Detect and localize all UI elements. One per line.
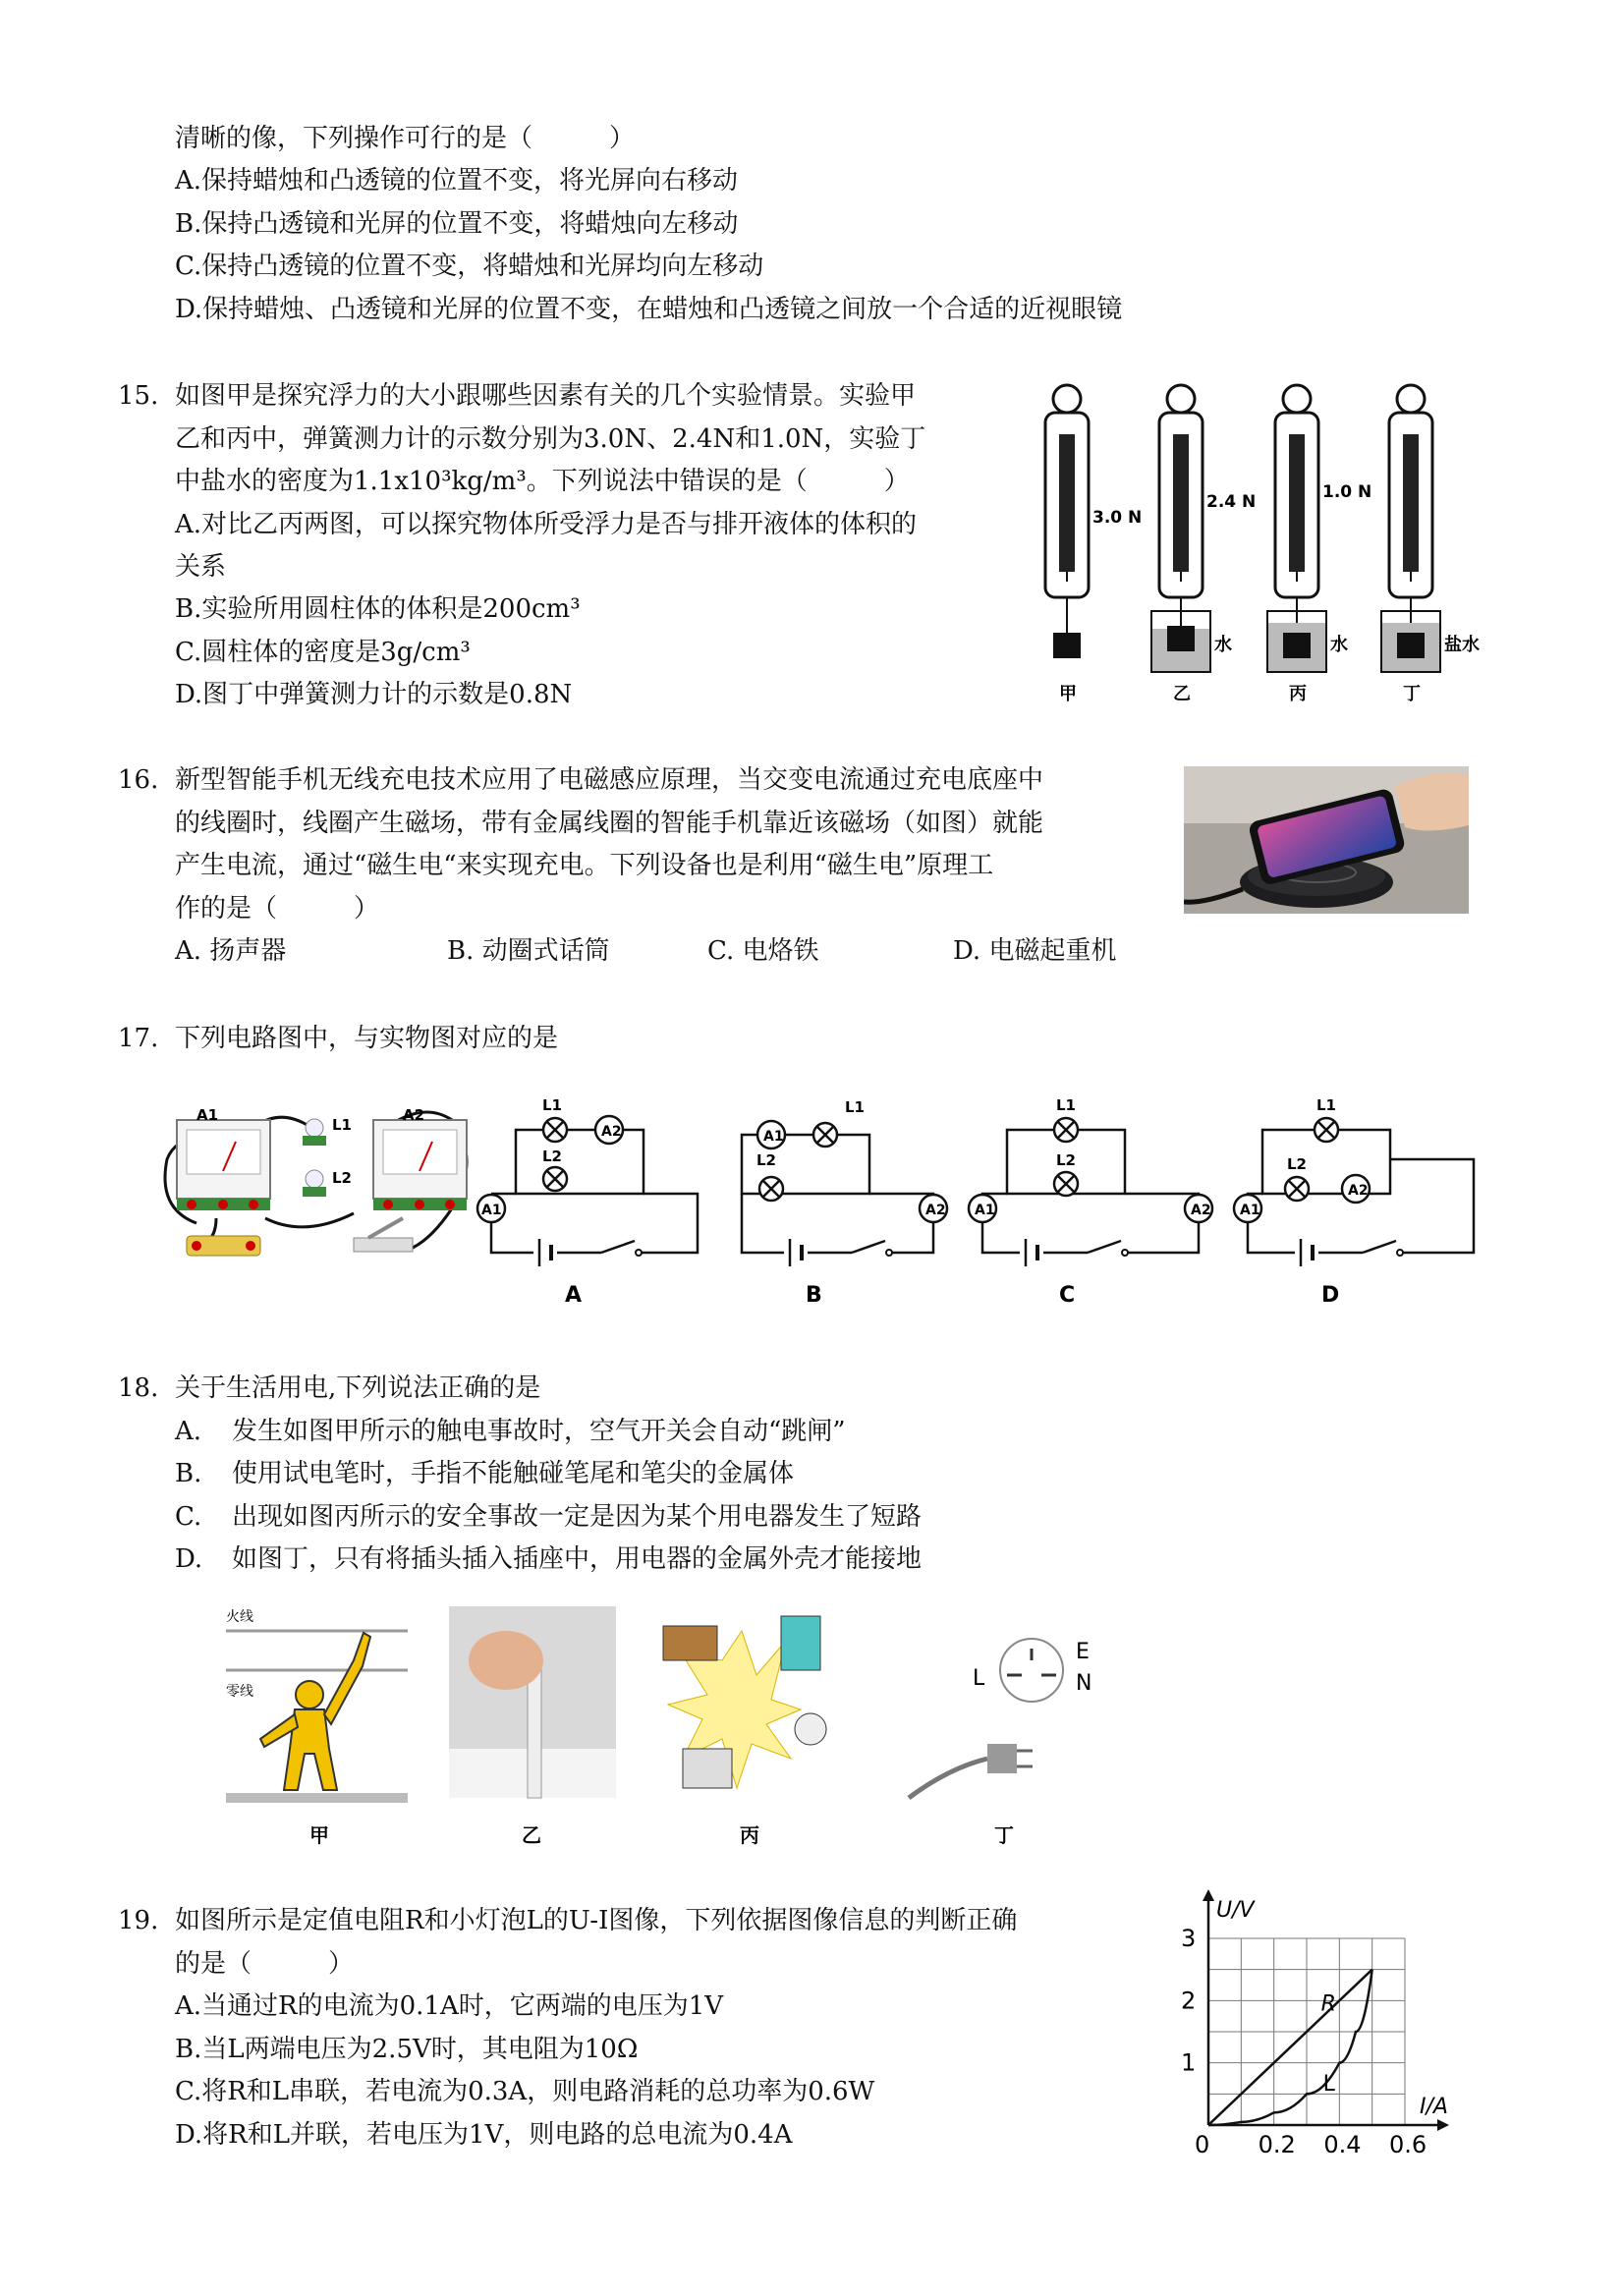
- q17-number: 17.: [118, 1024, 159, 1053]
- label-jia: 甲: [309, 1823, 329, 1847]
- socket-n: N: [1076, 1671, 1092, 1696]
- series-line-R: [1208, 1970, 1372, 2125]
- q19-number: 19.: [118, 1906, 159, 1935]
- svg-text:A1: A1: [763, 1129, 784, 1145]
- q19-option-a: A.当通过R的电流为0.1A时，它两端的电压为1V: [175, 1991, 724, 2021]
- q15-option-a: A.对比乙丙两图，可以探究物体所受浮力是否与排开液体的体积的: [175, 510, 918, 539]
- neutral-wire-label: 零线: [226, 1684, 253, 1700]
- q14-option-c: C.保持凸透镜的位置不变，将蜡烛和光屏均向左移动: [175, 252, 764, 281]
- svg-text:L2: L2: [542, 1148, 562, 1165]
- socket-l: L: [973, 1666, 985, 1691]
- q16-option-c: C. 电烙铁: [707, 936, 819, 966]
- electric-safety-figures: [221, 1601, 1105, 1847]
- q15-option-a-cont: 关系: [175, 552, 227, 582]
- q16-stem-line-2: 的线圈时，线圈产生磁场，带有金属线圈的智能手机靠近该磁场（如图）就能: [175, 809, 1044, 838]
- wireless-charging-photo: [1184, 766, 1469, 914]
- q14-option-a: A.保持蜡烛和凸透镜的位置不变，将光屏向右移动: [175, 166, 739, 196]
- y-tick-label: 2: [1181, 1987, 1197, 2015]
- label-ding: 丁: [994, 1823, 1014, 1847]
- q15-number: 15.: [118, 381, 159, 411]
- svg-text:A2: A2: [925, 1203, 946, 1218]
- ui-graph: [1169, 1872, 1483, 2166]
- svg-text:A1: A1: [1240, 1203, 1260, 1218]
- q19-stem-line-1: 如图所示是定值电阻R和小灯泡L的U-I图像，下列依据图像信息的判断正确: [175, 1906, 1018, 1935]
- reading-jia: 3.0 N: [1092, 508, 1143, 528]
- svg-text:L1: L1: [1056, 1096, 1076, 1114]
- q14-option-b: B.保持凸透镜和光屏的位置不变，将蜡烛向左移动: [175, 209, 739, 239]
- q14-option-d: D.保持蜡烛、凸透镜和光屏的位置不变，在蜡烛和凸透镜之间放一个合适的近视眼镜: [175, 295, 1123, 324]
- svg-text:A1: A1: [975, 1203, 995, 1218]
- a1-label: A1: [196, 1106, 219, 1124]
- x-tick-label: 0.6: [1389, 2131, 1427, 2158]
- diagram-label-a: A: [565, 1283, 583, 1307]
- q14-stem-continued: 清晰的像，下列操作可行的是（ ）: [175, 124, 636, 153]
- reading-yi: 2.4 N: [1206, 492, 1257, 512]
- svg-text:A2: A2: [601, 1124, 622, 1140]
- x-axis-arrow: [1437, 2119, 1449, 2131]
- q16-option-b: B. 动圈式话筒: [447, 936, 610, 966]
- label-ding: 丁: [1403, 684, 1421, 704]
- liquid-yi: 水: [1214, 635, 1232, 655]
- live-wire-label: 火线: [226, 1609, 253, 1625]
- q15-option-b: B.实验所用圆柱体的体积是200cm³: [175, 594, 581, 624]
- q15-stem-line-2: 乙和丙中，弹簧测力计的示数分别为3.0N、2.4N和1.0N，实验丁: [175, 424, 926, 454]
- l1-label: L1: [332, 1116, 352, 1134]
- svg-text:A2: A2: [1191, 1203, 1211, 1218]
- y-tick-label: 1: [1181, 2048, 1197, 2077]
- q19-option-d: D.将R和L并联，若电压为1V，则电路的总电流为0.4A: [175, 2120, 793, 2150]
- x-tick-label: 0: [1195, 2131, 1210, 2158]
- label-yi: 乙: [1173, 684, 1191, 704]
- q16-number: 16.: [118, 765, 159, 795]
- svg-text:A2: A2: [1348, 1183, 1369, 1199]
- y-axis-label: U/V: [1216, 1898, 1255, 1923]
- q18-option-d: 如图丁，只有将插头插入插座中，用电器的金属外壳才能接地: [232, 1544, 923, 1574]
- label-bing: 丙: [740, 1823, 759, 1847]
- diagram-label-b: B: [806, 1283, 822, 1307]
- svg-text:L1: L1: [1316, 1096, 1336, 1114]
- spring-balance-figure: [1032, 375, 1493, 709]
- label-bing: 丙: [1289, 684, 1307, 704]
- circuit-diagram-a: [491, 1130, 698, 1253]
- reading-bing: 1.0 N: [1322, 482, 1372, 502]
- q15-option-d: D.图丁中弹簧测力计的示数是0.8N: [175, 680, 573, 709]
- q15-stem-line-3: 中盐水的密度为1.1x10³kg/m³。下列说法中错误的是（ ）: [175, 467, 910, 496]
- l2-label: L2: [332, 1169, 352, 1187]
- y-axis-arrow: [1203, 1889, 1214, 1901]
- q16-stem-line-3: 产生电流，通过“磁生电“来实现充电。下列设备也是利用“磁生电”原理工: [175, 851, 994, 880]
- q16-stem-line-1: 新型智能手机无线充电技术应用了电磁感应原理，当交变电流通过充电底座中: [175, 765, 1044, 795]
- q19-option-c: C.将R和L串联，若电流为0.3A，则电路消耗的总功率为0.6W: [175, 2077, 875, 2106]
- q18-option-a: 发生如图甲所示的触电事故时，空气开关会自动“跳闸”: [232, 1417, 846, 1446]
- circuit-diagram-c: [982, 1130, 1199, 1253]
- q18-number: 18.: [118, 1373, 159, 1403]
- svg-text:A1: A1: [481, 1203, 502, 1218]
- q18-option-b: 使用试电笔时，手指不能触碰笔尾和笔尖的金属体: [232, 1459, 795, 1488]
- q18-option-c: 出现如图丙所示的安全事故一定是因为某个用电器发生了短路: [232, 1502, 923, 1532]
- svg-text:L1: L1: [542, 1096, 562, 1114]
- svg-text:L2: L2: [1287, 1155, 1307, 1173]
- svg-text:L2: L2: [756, 1151, 776, 1169]
- q18-option-a-letter: A.: [175, 1417, 202, 1446]
- physical-circuit-figure: [157, 1100, 481, 1262]
- q19-option-b: B.当L两端电压为2.5V时，其电阻为10Ω: [175, 2035, 639, 2064]
- diagram-label-c: C: [1059, 1283, 1076, 1307]
- svg-text:L2: L2: [1056, 1151, 1076, 1169]
- q18-option-d-letter: D.: [175, 1544, 203, 1574]
- x-tick-label: 0.2: [1258, 2131, 1296, 2158]
- label-yi: 乙: [522, 1823, 541, 1847]
- x-tick-label: 0.4: [1323, 2131, 1362, 2158]
- q18-option-c-letter: C.: [175, 1502, 202, 1532]
- y-tick-label: 3: [1181, 1925, 1197, 1952]
- q17-stem: 下列电路图中，与实物图对应的是: [175, 1024, 559, 1053]
- q16-option-a: A. 扬声器: [175, 936, 287, 966]
- svg-text:L1: L1: [845, 1098, 865, 1116]
- x-axis-label: I/A: [1420, 2095, 1448, 2119]
- circuit-diagrams: [472, 1081, 1493, 1307]
- q19-stem-line-2: 的是（ ）: [175, 1949, 355, 1979]
- q16-stem-line-4: 作的是（ ）: [175, 894, 380, 924]
- series-label-L: L: [1322, 2072, 1335, 2098]
- liquid-ding: 盐水: [1444, 635, 1480, 655]
- socket-e: E: [1076, 1640, 1090, 1664]
- series-label-R: R: [1320, 1991, 1336, 2017]
- q15-option-c: C.圆柱体的密度是3g/cm³: [175, 638, 471, 667]
- q15-stem-line-1: 如图甲是探究浮力的大小跟哪些因素有关的几个实验情景。实验甲: [175, 381, 917, 411]
- a2-label: A2: [403, 1106, 425, 1124]
- diagram-label-d: D: [1321, 1283, 1340, 1307]
- q18-option-b-letter: B.: [175, 1459, 202, 1488]
- label-jia: 甲: [1059, 684, 1077, 704]
- q16-option-d: D. 电磁起重机: [953, 936, 1117, 966]
- liquid-bing: 水: [1330, 635, 1348, 655]
- q18-stem: 关于生活用电,下列说法正确的是: [175, 1373, 541, 1403]
